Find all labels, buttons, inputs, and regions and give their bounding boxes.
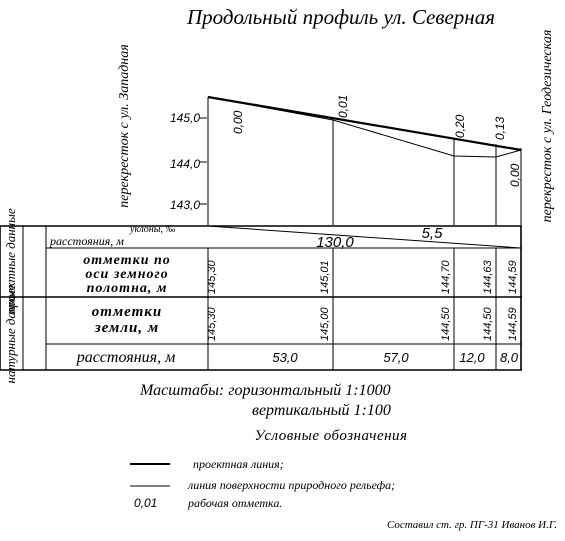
ground-mark-4: 144,59 bbox=[507, 307, 519, 341]
design-mark-3: 144,63 bbox=[482, 260, 494, 294]
legend-design-line-text: проектная линия; bbox=[193, 457, 284, 471]
design-mark-0: 145,30 bbox=[206, 260, 218, 294]
design-mark-2: 144,70 bbox=[440, 260, 452, 294]
slope-header: уклоны, ‰ bbox=[130, 224, 176, 235]
ground-mark-2: 144,50 bbox=[440, 307, 452, 341]
profile-graph bbox=[208, 95, 522, 225]
working-mark-2: 0,20 bbox=[453, 114, 467, 138]
legend-working-mark-text: рабочая отметка. bbox=[188, 496, 283, 510]
slope-diagonal bbox=[208, 226, 521, 248]
scale-vertical: вертикальный 1:100 bbox=[252, 402, 391, 419]
ground-mark-0: 145,30 bbox=[206, 307, 218, 341]
ground-mark-1: 145,00 bbox=[319, 307, 331, 341]
scale-label-144: 144,0 bbox=[170, 157, 201, 171]
design-row-label-1: отметки по bbox=[83, 253, 171, 268]
distance-4: 8,0 bbox=[499, 350, 519, 365]
distance-2: 57,0 bbox=[383, 350, 409, 365]
drawing-title: Продольный профиль ул. Северная bbox=[187, 5, 495, 29]
design-mark-4: 144,59 bbox=[507, 260, 519, 294]
legend-working-mark-sample: 0,01 bbox=[134, 496, 158, 510]
distance-row-label: расстояния, м bbox=[76, 349, 176, 366]
scale-label-143: 143,0 bbox=[170, 198, 201, 212]
ground-row-label-1: отметки bbox=[91, 304, 163, 320]
working-mark-1: 0,01 bbox=[336, 94, 350, 118]
profile-table bbox=[0, 208, 522, 383]
legend-ground-line-text: линия поверхности природного рельефа; bbox=[188, 478, 396, 492]
scale-label-145: 145,0 bbox=[170, 111, 201, 125]
working-mark-0: 0,00 bbox=[231, 110, 245, 134]
distance-3: 12,0 bbox=[459, 350, 485, 365]
design-row-label-2: оси земного bbox=[85, 267, 169, 282]
total-distance: 130,0 bbox=[316, 234, 354, 251]
author-note: Составил ст. гр. ПГ-31 Иванов И.Г. bbox=[386, 519, 557, 531]
design-row-label-3: полотна, м bbox=[86, 281, 168, 296]
working-mark-4: 0,00 bbox=[508, 163, 522, 187]
design-line bbox=[208, 94, 521, 150]
vertical-scale bbox=[170, 111, 207, 212]
right-street-label: перекресток с ул. Геодезическая bbox=[540, 29, 555, 223]
ground-mark-3: 144,50 bbox=[482, 307, 494, 341]
distance-1: 53,0 bbox=[272, 350, 298, 365]
legend-title: Условные обозначения bbox=[254, 428, 408, 444]
left-street-label: перекресток с ул. Западная bbox=[117, 44, 132, 208]
legend bbox=[130, 428, 408, 510]
distance-header: расстояния, м bbox=[50, 234, 124, 248]
working-mark-3: 0,13 bbox=[493, 116, 507, 140]
design-mark-1: 145,01 bbox=[319, 260, 331, 294]
ground-row-label-2: земли, м bbox=[94, 320, 160, 336]
group-design-label: проектные данные bbox=[3, 208, 18, 314]
scale-horizontal: Масштабы: горизонтальный 1:1000 bbox=[140, 382, 391, 399]
slope-value: 5,5 bbox=[421, 225, 443, 242]
group-natural-label: натурные данные bbox=[3, 284, 18, 384]
